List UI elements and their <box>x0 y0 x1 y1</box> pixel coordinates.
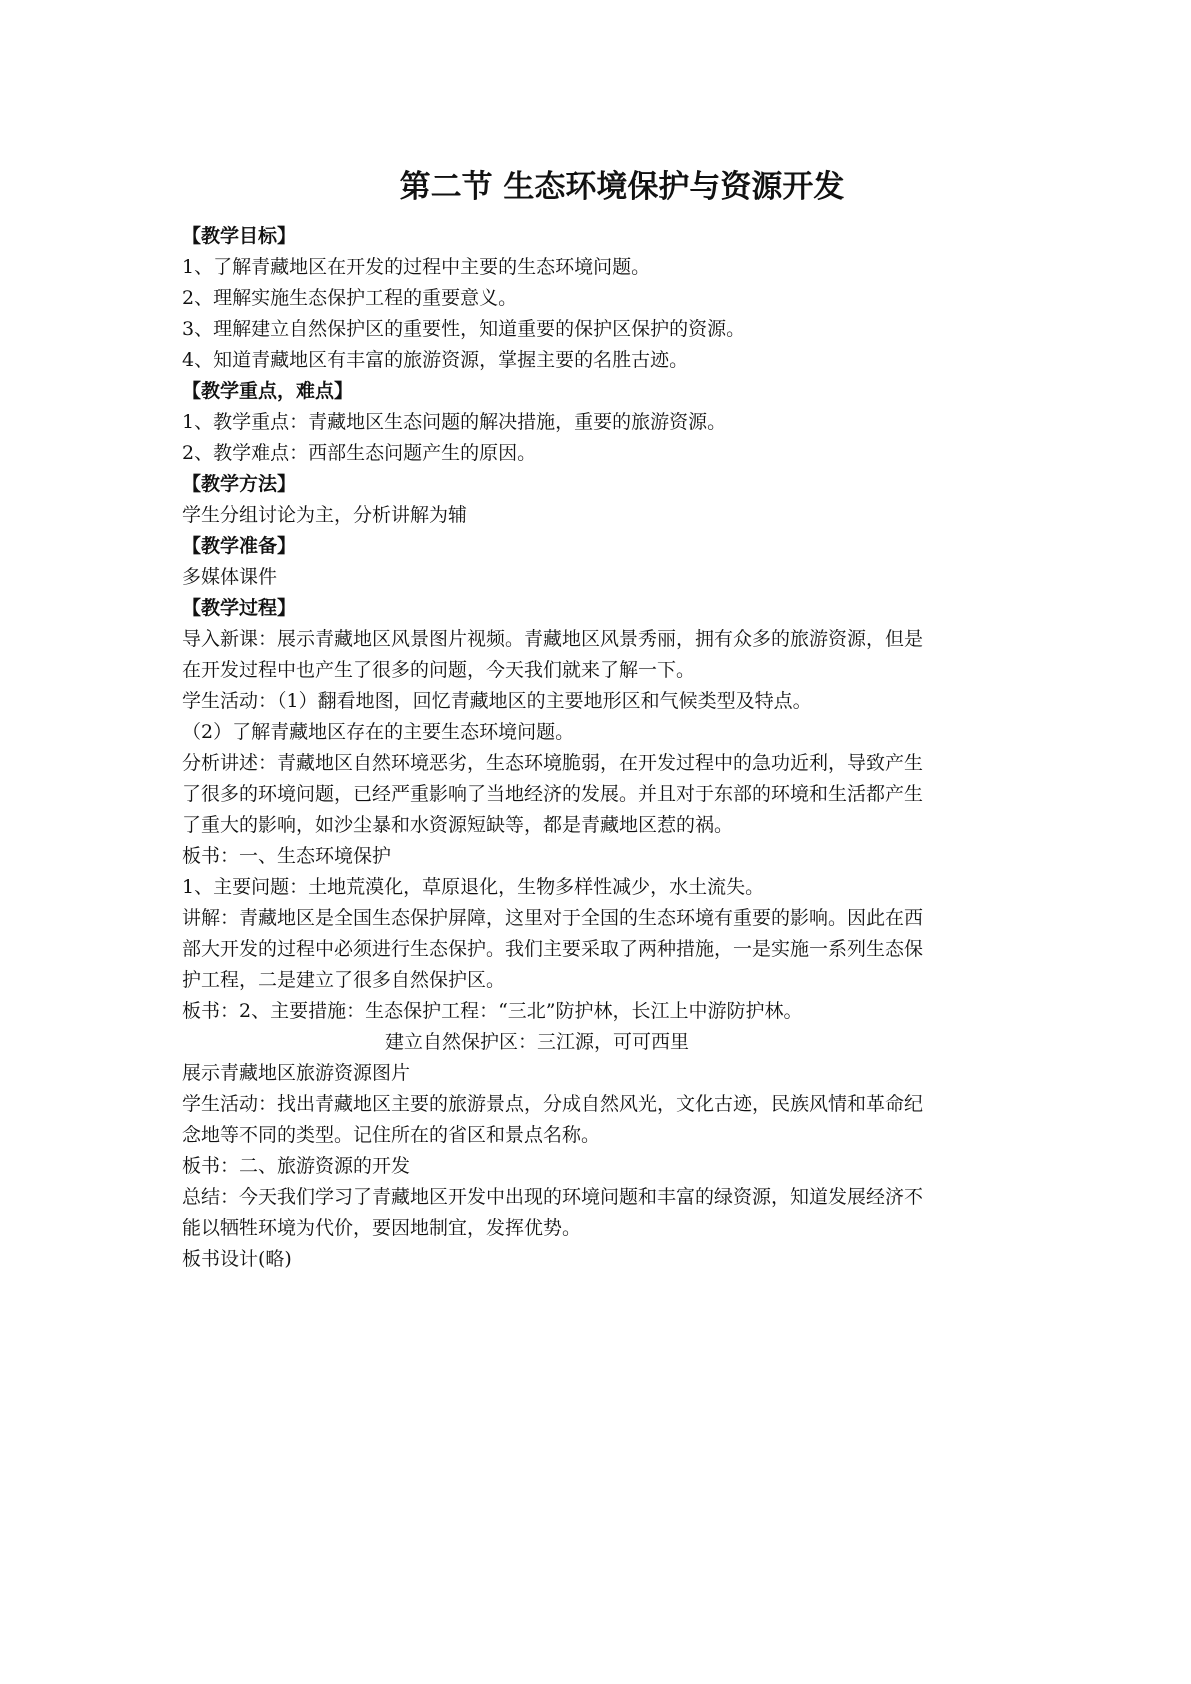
method-text: 学生分组讨论为主，分析讲解为辅 <box>182 504 468 526</box>
goal-item: 4、知道青藏地区有丰富的旅游资源，掌握主要的名胜古迹。 <box>182 349 689 371</box>
process-line: 1、主要问题：土地荒漠化，草原退化，生物多样性减少，水土流失。 <box>182 876 765 898</box>
keypoint-item: 1、教学重点：青藏地区生态问题的解决措施，重要的旅游资源。 <box>182 411 727 433</box>
keypoints-heading: 【教学重点，难点】 <box>182 380 354 402</box>
process-heading: 【教学过程】 <box>182 597 297 619</box>
process-line: 学生活动：找出青藏地区主要的旅游景点，分成自然风光，文化古迹，民族风情和革命纪 <box>182 1093 924 1115</box>
process-line: 板书：一、生态环境保护 <box>182 845 392 867</box>
process-line: 能以牺牲环境为代价，要因地制宜，发挥优势。 <box>182 1217 582 1239</box>
goals-heading: 【教学目标】 <box>182 225 297 247</box>
document-page <box>182 165 1022 1275</box>
process-line: 部大开发的过程中必须进行生态保护。我们主要采取了两种措施，一是实施一系列生态保 <box>182 938 924 960</box>
process-line: 板书：2、主要措施：生态保护工程：“三北”防护林，长江上中游防护林。 <box>182 1000 803 1022</box>
process-line: 板书：二、旅游资源的开发 <box>182 1155 411 1177</box>
process-line: 了很多的环境问题，已经严重影响了当地经济的发展。并且对于东部的环境和生活都产生 <box>182 783 924 805</box>
process-line: 护工程，二是建立了很多自然保护区。 <box>182 969 506 991</box>
prep-heading: 【教学准备】 <box>182 535 297 557</box>
process-line: 了重大的影响，如沙尘暴和水资源短缺等，都是青藏地区惹的祸。 <box>182 814 734 836</box>
process-line-indented: 建立自然保护区：三江源，可可西里 <box>385 1031 690 1053</box>
method-heading: 【教学方法】 <box>182 473 297 495</box>
process-line: 导入新课：展示青藏地区风景图片视频。青藏地区风景秀丽，拥有众多的旅游资源，但是 <box>182 628 924 650</box>
process-line: 在开发过程中也产生了很多的问题，今天我们就来了解一下。 <box>182 659 696 681</box>
process-line: 讲解：青藏地区是全国生态保护屏障，这里对于全国的生态环境有重要的影响。因此在西 <box>182 907 924 929</box>
keypoint-item: 2、教学难点：西部生态问题产生的原因。 <box>182 442 537 464</box>
process-line: 学生活动：（1）翻看地图，回忆青藏地区的主要地形区和气候类型及特点。 <box>182 690 812 712</box>
process-line: （2）了解青藏地区存在的主要生态环境问题。 <box>182 721 575 743</box>
process-line: 展示青藏地区旅游资源图片 <box>182 1062 411 1084</box>
prep-text: 多媒体课件 <box>182 566 278 588</box>
goal-item: 3、理解建立自然保护区的重要性，知道重要的保护区保护的资源。 <box>182 318 746 340</box>
document-title: 第二节 生态环境保护与资源开发 <box>399 169 845 205</box>
process-line: 板书设计(略) <box>182 1248 292 1270</box>
process-line: 念地等不同的类型。记住所在的省区和景点名称。 <box>182 1124 601 1146</box>
goal-item: 2、理解实施生态保护工程的重要意义。 <box>182 287 518 309</box>
process-line: 总结：今天我们学习了青藏地区开发中出现的环境问题和丰富的绿资源，知道发展经济不 <box>182 1186 924 1208</box>
process-line: 分析讲述：青藏地区自然环境恶劣，生态环境脆弱，在开发过程中的急功近利，导致产生 <box>182 752 924 774</box>
goal-item: 1、了解青藏地区在开发的过程中主要的生态环境问题。 <box>182 256 651 278</box>
